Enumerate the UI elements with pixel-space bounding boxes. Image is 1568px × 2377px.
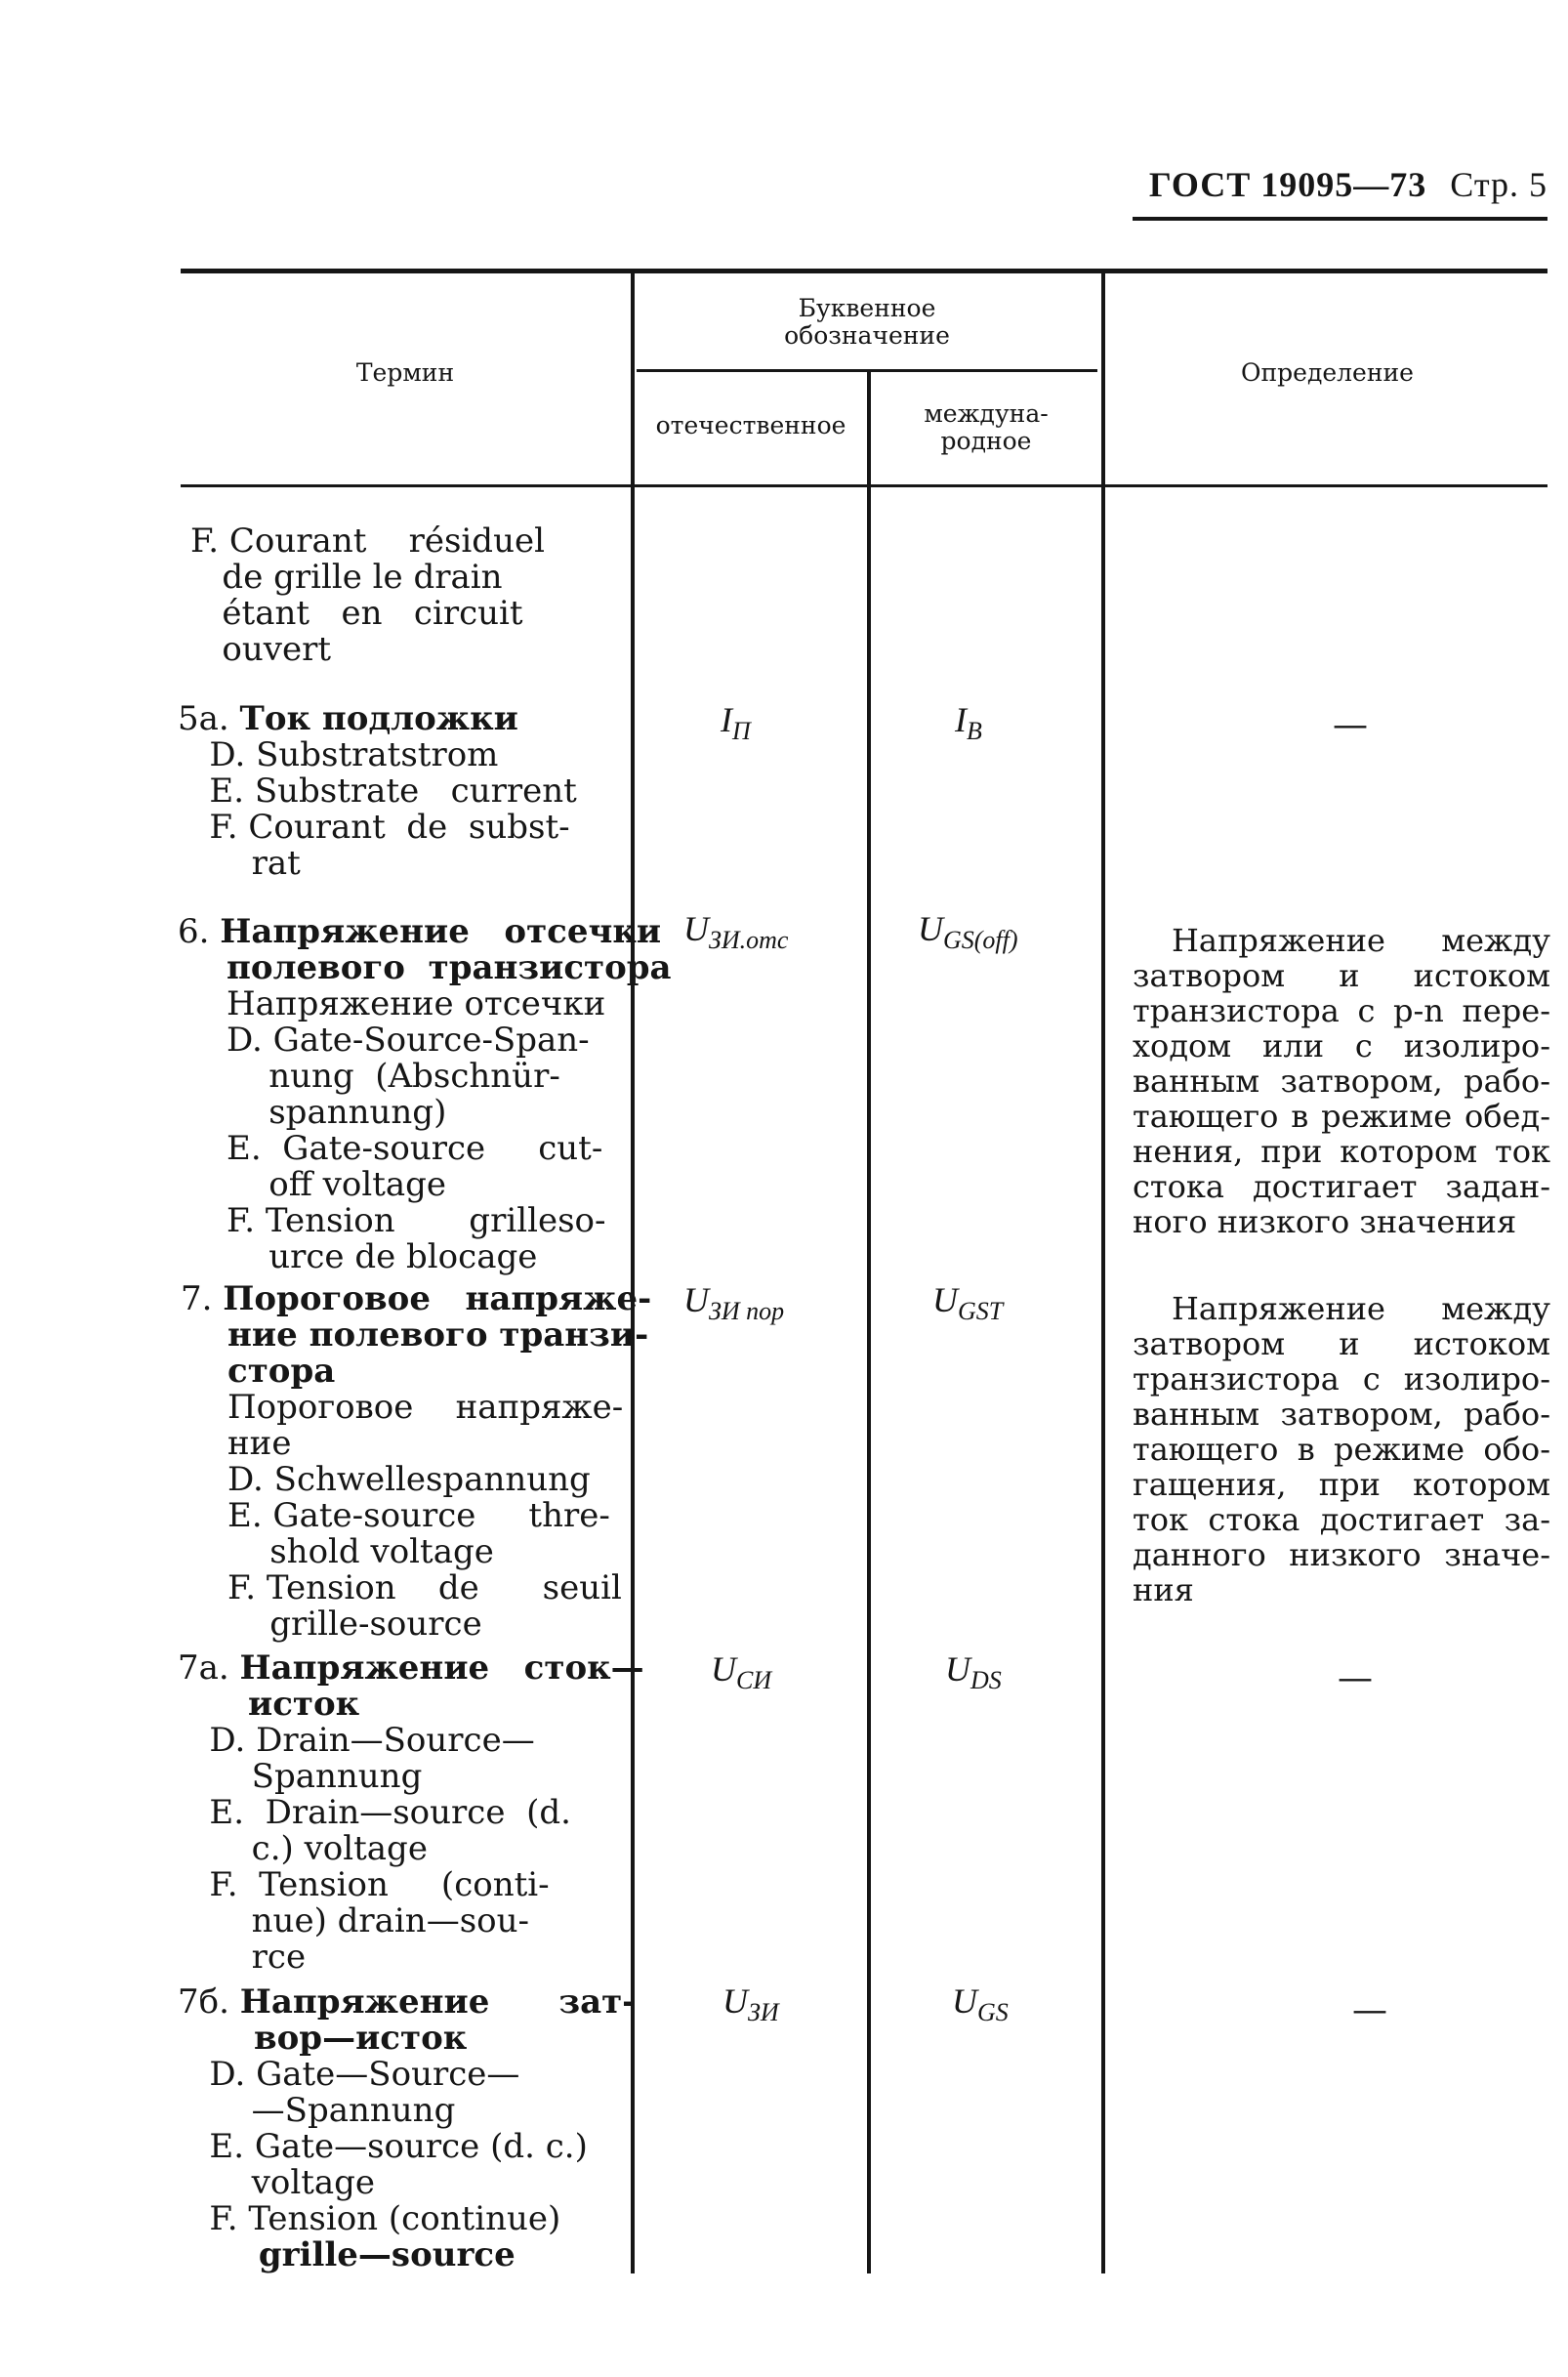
definition-line: транзистора с изолиро- [1133, 1360, 1550, 1397]
term-row-7b [178, 1982, 637, 2274]
definition-line: Напряжение между [1172, 922, 1550, 959]
term-number: 5a. [178, 699, 229, 738]
term-line: rat [178, 844, 301, 883]
definition-6 [1133, 923, 1550, 1239]
international-symbol-7: $U_{GST}$ [932, 1280, 1004, 1325]
column-divider-1 [631, 271, 635, 2273]
term-line: c.) voltage [178, 1829, 428, 1868]
term-line: spannung) [227, 1093, 447, 1132]
definition-line: транзистора с p-n пере- [1133, 992, 1550, 1029]
header-letter-line-2: обозначение [784, 321, 950, 350]
header-underline [1133, 217, 1547, 221]
term-line: —Spannung [178, 2091, 456, 2130]
term-title: Пороговое напряже- [223, 1279, 652, 1318]
term-line: voltage [178, 2163, 376, 2202]
page-label: Стр. 5 [1450, 165, 1547, 204]
definition-line: стока достигает задан- [1133, 1168, 1550, 1205]
term-line: ouvert [190, 630, 332, 669]
term-line: D. Gate—Source— [178, 2055, 520, 2094]
term-line: F. Courant de subst- [178, 808, 570, 847]
term-number: 6. [178, 912, 210, 951]
header-intl-line-1: междуна- [924, 399, 1049, 428]
term-line: urce de blocage [227, 1237, 538, 1276]
header-letter-line-1: Буквенное [798, 294, 936, 322]
term-title: Напряжение отсечки [220, 912, 662, 951]
definition-line: ного низкого значения [1133, 1203, 1517, 1240]
definition-line: тающего в режиме обо- [1133, 1431, 1550, 1468]
term-row-7 [181, 1279, 652, 1644]
definition-line: затвором и истоком [1133, 1325, 1550, 1362]
term-title: полевого транзистора [227, 948, 672, 987]
column-divider-2 [867, 371, 871, 2273]
term-line: F. Tension grilleso- [227, 1201, 606, 1240]
term-line: rce [178, 1938, 307, 1977]
term-line: D. Drain—Source— [178, 1721, 535, 1760]
domestic-symbol-7b: $U_{ЗИ}$ [722, 1981, 779, 2026]
international-symbol-5a: $I_B$ [955, 700, 982, 745]
term-number: 7. [181, 1279, 213, 1318]
term-line: off voltage [227, 1165, 447, 1204]
term-line: F. Tension (conti- [178, 1865, 550, 1904]
term-title: ние полевого транзи- [227, 1315, 649, 1355]
definition-dash-5a: — [1333, 705, 1368, 745]
term-line: D. Gate-Source-Span- [227, 1021, 590, 1060]
header-terms: Термин [355, 358, 455, 387]
term-line: ние [227, 1424, 292, 1463]
definition-line: нения, при котором ток [1133, 1133, 1550, 1170]
term-line: E. Gate-source cut- [227, 1129, 603, 1168]
definition-dash-7a: — [1338, 1658, 1373, 1698]
definition-line: Напряжение между [1172, 1290, 1550, 1327]
standard-number: ГОСТ 19095—73 [1148, 165, 1427, 204]
term-line: E. Gate—source (d. c.) [178, 2127, 588, 2166]
definition-7 [1133, 1291, 1550, 1607]
term-row-continuation [190, 523, 625, 668]
definition-line: ния [1133, 1571, 1194, 1608]
domestic-symbol-5a: $I_П$ [721, 700, 751, 745]
definition-line: ванным затвором, рабо- [1133, 1396, 1550, 1433]
term-line: D. Substratstrom [178, 735, 499, 774]
header-intl-line-2: родное [940, 427, 1032, 455]
definition-dash-7b: — [1352, 1990, 1387, 2030]
header-letter-designation [635, 295, 1099, 350]
definition-line: ток стока достигает за- [1133, 1501, 1550, 1538]
term-number: 7a. [178, 1648, 229, 1688]
term-title: Напряжение сток— [239, 1648, 644, 1688]
international-symbol-7b: $U_{GS}$ [952, 1981, 1009, 2026]
term-line: D. Schwellespannung [227, 1460, 591, 1499]
table-top-rule [181, 269, 1547, 273]
definition-line: гащения, при котором [1133, 1466, 1550, 1503]
column-divider-3 [1101, 271, 1105, 2273]
term-line: grille—source [178, 2235, 516, 2274]
international-symbol-6: $U_{GS(off)}$ [918, 909, 1018, 954]
header-international [871, 400, 1101, 455]
header-definition: Определение [1241, 358, 1414, 387]
term-title: Напряжение зат- [239, 1982, 637, 2022]
domestic-symbol-7a: $U_{СИ}$ [711, 1649, 772, 1694]
term-line: nue) drain—sou- [178, 1901, 530, 1940]
definition-line: данного низкого значе- [1133, 1536, 1550, 1573]
term-title: вор—исток [254, 2019, 468, 2058]
definition-line: ванным затвором, рабо- [1133, 1063, 1550, 1100]
term-line: E. Drain—source (d. [178, 1793, 571, 1832]
term-line: F. Tension de seuil [227, 1568, 622, 1607]
term-line: E. Substrate current [178, 771, 577, 811]
domestic-symbol-6: $U_{ЗИ.отс}$ [683, 909, 789, 954]
page-header [1015, 164, 1547, 205]
term-row-5a [178, 701, 612, 882]
term-line: shold voltage [227, 1532, 494, 1571]
term-line: Spannung [178, 1757, 423, 1796]
term-title: Ток подложки [239, 699, 518, 738]
term-number: 7б. [178, 1982, 229, 2022]
definition-line: затвором и истоком [1133, 957, 1550, 994]
term-line: E. Gate-source thre- [227, 1496, 610, 1535]
term-line: Пороговое напряже- [227, 1388, 624, 1427]
header-domestic: отечественное [655, 411, 846, 439]
term-line: étant en circuit [190, 594, 523, 633]
term-line: de grille le drain [190, 558, 503, 597]
term-line: F. Tension (continue) [178, 2199, 561, 2238]
international-symbol-7a: $U_{DS}$ [945, 1649, 1002, 1694]
domestic-symbol-7: $U_{ЗИ пор}$ [683, 1280, 785, 1325]
term-row-7a [178, 1648, 644, 1977]
term-row-6 [178, 912, 672, 1276]
term-line: F. Courant résiduel [190, 521, 545, 561]
definition-line: тающего в режиме обед- [1133, 1098, 1550, 1135]
term-line: nung (Abschnür- [227, 1057, 560, 1096]
term-line: Напряжение отсечки [227, 984, 606, 1023]
term-line: grille-source [227, 1605, 482, 1644]
table-header-bottom-rule [181, 484, 1547, 487]
term-title: исток [248, 1685, 360, 1724]
definition-line: ходом или с изолиро- [1133, 1027, 1550, 1064]
term-title: стора [227, 1352, 336, 1391]
